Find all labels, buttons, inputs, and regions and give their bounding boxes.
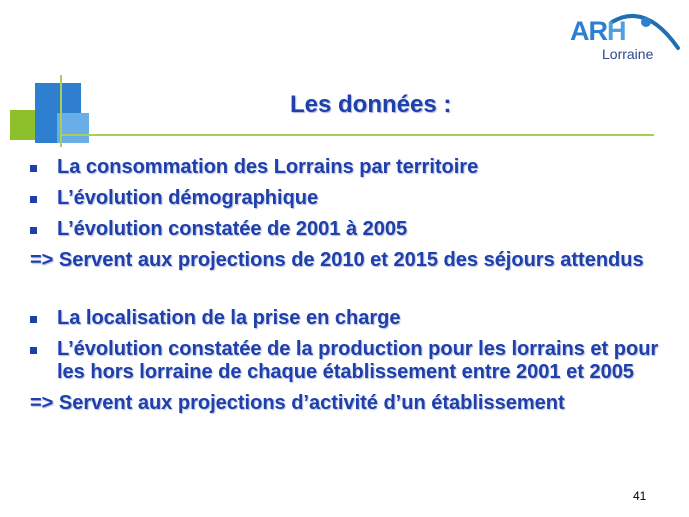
bullet-square	[30, 196, 37, 203]
horizontal-rule	[60, 134, 654, 136]
logo-subtitle: Lorraine	[602, 46, 654, 62]
page-number: 41	[633, 489, 647, 503]
bullet-square	[30, 227, 37, 234]
bullet-square	[30, 316, 37, 323]
logo-wordmark: ARH	[570, 16, 626, 46]
list-item: L’évolution constatée de 2001 à 2005	[30, 218, 670, 241]
list-item: La localisation de la prise en charge	[30, 307, 670, 330]
conclusion-text: => Servent aux projections d’activité d’un établissement	[30, 392, 565, 414]
list-item: L’évolution constatée de la production pour les lorrains et pour les hors lorraine de chaque établissement entre 2001 et 2005	[30, 338, 670, 384]
vertical-rule	[60, 75, 62, 147]
list-item: La consommation des Lorrains par territoire	[30, 156, 670, 179]
slide-title: Les données :	[290, 91, 452, 118]
bullet-square	[30, 347, 37, 354]
bullet-square	[30, 165, 37, 172]
arh-lorraine-logo	[566, 8, 682, 68]
conclusion-text: => Servent aux projections de 2010 et 2015 des séjours attendus	[30, 249, 644, 271]
list-item: L’évolution démographique	[30, 187, 670, 210]
slide-content	[30, 156, 670, 423]
